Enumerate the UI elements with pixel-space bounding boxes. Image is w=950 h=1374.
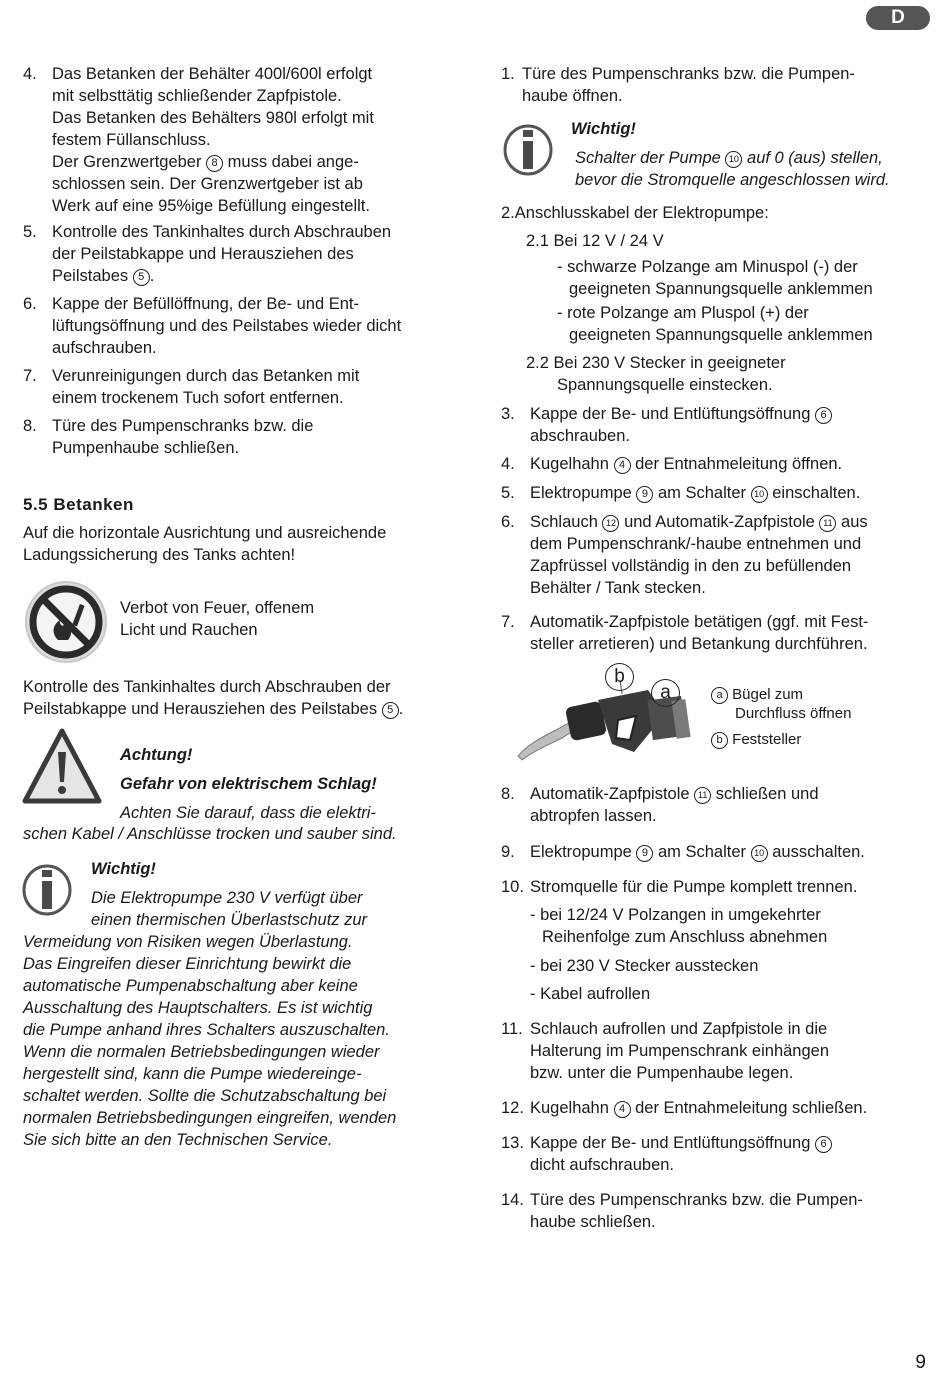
step-3 bbox=[501, 403, 921, 447]
step-text: Kappe der Be- und Entlüftungsöffnung bbox=[530, 1134, 811, 1152]
step-number: 1. bbox=[501, 65, 515, 83]
step-text: ausschalten. bbox=[772, 843, 865, 861]
step-number: 10. bbox=[501, 878, 524, 896]
step-text: Verunreinigungen durch das Betanken mit bbox=[52, 367, 360, 385]
info-text-block bbox=[23, 931, 396, 1151]
step-number: 12. bbox=[501, 1099, 524, 1117]
section-heading: 5.5 Betanken bbox=[23, 495, 134, 514]
legend-key: a bbox=[711, 687, 728, 704]
info-text: Schalter der Pumpe bbox=[575, 149, 721, 167]
step-text: Automatik-Zapfpistole betätigen (ggf. mit Fest- bbox=[530, 613, 869, 631]
dash-item bbox=[530, 904, 827, 948]
step-text: schließen und bbox=[715, 785, 819, 803]
step-14 bbox=[501, 1189, 921, 1233]
ref-marker: 9 bbox=[636, 845, 653, 862]
tank-check-text bbox=[23, 676, 403, 720]
step-text: Werk auf eine 95%ige Befüllung eingestellt. bbox=[52, 197, 370, 215]
step-text: Kappe der Befüllöffnung, der Be- und Ent- bbox=[52, 295, 359, 313]
ref-marker: 6 bbox=[815, 407, 832, 424]
step-8 bbox=[23, 415, 463, 459]
info-text: einen thermischen Überlastschutz zur bbox=[91, 911, 368, 929]
legend-a bbox=[711, 685, 851, 723]
dash-item: - bei 230 V Stecker ausstecken bbox=[530, 957, 759, 975]
step-text: Pumpenhaube schließen. bbox=[52, 439, 240, 457]
step-number: 8. bbox=[501, 785, 515, 803]
legend-key: b bbox=[711, 732, 728, 749]
info-text: automatische Pumpenabschaltung aber keine bbox=[23, 977, 358, 995]
dash-text: geeigneten Spannungsquelle anklemmen bbox=[569, 280, 873, 298]
legend-text: Durchfluss öffnen bbox=[735, 705, 852, 722]
dash-text: geeigneten Spannungsquelle anklemmen bbox=[569, 326, 873, 344]
step-number: 2. bbox=[501, 204, 515, 222]
step-text: Zapfrüssel vollständig in den zu befüllenden bbox=[530, 557, 852, 575]
step-text: aus bbox=[841, 513, 868, 531]
language-badge: D bbox=[866, 6, 930, 30]
info-text: die Pumpe anhand ihres Schalters auszuschalten. bbox=[23, 1021, 390, 1039]
step-text: Anschlusskabel der Elektropumpe: bbox=[514, 204, 769, 222]
step-number: 6. bbox=[23, 295, 37, 313]
dash-item bbox=[557, 256, 873, 300]
info-icon bbox=[22, 864, 72, 916]
legend-b bbox=[711, 730, 801, 749]
fire-text: Licht und Rauchen bbox=[120, 621, 258, 639]
step-text: Behälter / Tank stecken. bbox=[530, 579, 706, 597]
info-text: normalen Betriebsbedingungen eingreifen, wenden bbox=[23, 1109, 397, 1127]
legend-text: Feststeller bbox=[732, 731, 802, 748]
step-text: Türe des Pumpenschranks bzw. die Pumpen- bbox=[522, 65, 855, 83]
step-text: lüftungsöffnung und des Peilstabes wieder dicht bbox=[52, 317, 402, 335]
step-4 bbox=[23, 63, 463, 217]
step-text: Türe des Pumpenschranks bzw. die bbox=[52, 417, 314, 435]
step-2-2 bbox=[526, 352, 786, 396]
step-number: 8. bbox=[23, 417, 37, 435]
info-title: Wichtig! bbox=[91, 860, 156, 878]
page-number: 9 bbox=[915, 1352, 926, 1373]
step-number: 14. bbox=[501, 1191, 524, 1209]
ref-marker: 10 bbox=[751, 845, 768, 862]
step-4-right bbox=[501, 453, 921, 475]
info-text: Wenn die normalen Betriebsbedingungen wieder bbox=[23, 1043, 380, 1061]
intro-text: Ladungssicherung des Tanks achten! bbox=[23, 546, 296, 564]
ref-marker: 5 bbox=[133, 269, 150, 286]
section-intro bbox=[23, 522, 386, 566]
step-number: 5. bbox=[23, 223, 37, 241]
ref-marker: 11 bbox=[694, 787, 711, 804]
info-text bbox=[575, 147, 890, 191]
figure-label-b: b bbox=[605, 663, 634, 691]
info-text: Ausschaltung des Hauptschalters. Es ist wichtig bbox=[23, 999, 373, 1017]
step-number: 6. bbox=[501, 513, 515, 531]
warning-title: Achtung! bbox=[120, 746, 193, 764]
dash-text: - rote Polzange am Pluspol (+) der bbox=[557, 304, 809, 322]
step-text: dem Pumpenschrank/-haube entnehmen und bbox=[530, 535, 862, 553]
step-text: einschalten. bbox=[772, 484, 861, 502]
step-text: . bbox=[149, 267, 155, 285]
step-number: 5. bbox=[501, 484, 515, 502]
step-text: Elektropumpe bbox=[530, 843, 632, 861]
info-text: Vermeidung von Risiken wegen Überlastung. bbox=[23, 933, 353, 951]
step-text: aufschrauben. bbox=[52, 339, 157, 357]
dash-item: - Kabel aufrollen bbox=[530, 985, 651, 1003]
step-6-right bbox=[501, 511, 921, 599]
dash-text: - schwarze Polzange am Minuspol (-) der bbox=[557, 258, 858, 276]
step-text: und Automatik-Zapfpistole bbox=[624, 513, 815, 531]
step-1 bbox=[501, 63, 921, 107]
warning-text: Achten Sie darauf, dass die elektri- bbox=[120, 804, 376, 822]
step-12 bbox=[501, 1097, 921, 1119]
ref-marker: 9 bbox=[636, 486, 653, 503]
step-text: haube schließen. bbox=[530, 1213, 656, 1231]
step-text: festem Füllanschluss. bbox=[52, 131, 211, 149]
step-number: 13. bbox=[501, 1134, 524, 1152]
step-text: Automatik-Zapfpistole bbox=[530, 785, 690, 803]
info-text: bevor die Stromquelle angeschlossen wird. bbox=[575, 171, 890, 189]
fire-warning-text bbox=[120, 597, 314, 641]
ref-marker: 5 bbox=[382, 702, 399, 719]
check-text: . bbox=[398, 700, 404, 718]
step-text: am Schalter bbox=[658, 484, 747, 502]
warning-triangle-icon bbox=[22, 728, 102, 804]
step-text: Halterung im Pumpenschrank einhängen bbox=[530, 1042, 830, 1060]
step-number: 9. bbox=[501, 843, 515, 861]
step-9 bbox=[501, 841, 921, 863]
step-text: Schlauch bbox=[530, 513, 598, 531]
step-text: abschrauben. bbox=[530, 427, 630, 445]
warning-text: schen Kabel / Anschlüsse trocken und sauber sind. bbox=[23, 825, 397, 843]
step-11 bbox=[501, 1018, 921, 1084]
step-text: der Peilstabkappe und Herausziehen des bbox=[52, 245, 354, 263]
warning-subtitle: Gefahr von elektrischem Schlag! bbox=[120, 775, 377, 793]
check-text: Kontrolle des Tankinhaltes durch Abschrauben der bbox=[23, 678, 391, 696]
ref-marker: 4 bbox=[614, 457, 631, 474]
step-10 bbox=[501, 876, 921, 898]
step-number: 4. bbox=[23, 65, 37, 83]
step-text: Kappe der Be- und Entlüftungsöffnung bbox=[530, 405, 811, 423]
step-number: 4. bbox=[501, 455, 515, 473]
info-text: Sie sich bitte an den Technischen Service. bbox=[23, 1131, 333, 1149]
step-number: 11. bbox=[501, 1020, 523, 1038]
info-text: schaltet werden. Sollte die Schutzabschaltung bei bbox=[23, 1087, 387, 1105]
ref-marker: 8 bbox=[206, 155, 223, 172]
step-text: Kugelhahn bbox=[530, 1099, 609, 1117]
info-text: hergestellt sind, kann die Pumpe wiedereinge- bbox=[23, 1065, 362, 1083]
ref-marker: 12 bbox=[602, 515, 619, 532]
step-7-right bbox=[501, 611, 921, 655]
step-number: 3. bbox=[501, 405, 515, 423]
step-text: der Entnahmeleitung öffnen. bbox=[635, 455, 843, 473]
check-text: Peilstabkappe und Herausziehen des Peilstabes bbox=[23, 700, 378, 718]
ref-marker: 11 bbox=[819, 515, 836, 532]
info-text: Das Eingreifen dieser Einrichtung bewirkt die bbox=[23, 955, 352, 973]
step-2-1 bbox=[526, 230, 664, 252]
step-text: Türe des Pumpenschranks bzw. die Pumpen- bbox=[530, 1191, 863, 1209]
step-text: Kontrolle des Tankinhaltes durch Abschrauben bbox=[52, 223, 392, 241]
ref-marker: 6 bbox=[815, 1136, 832, 1153]
step-text: haube öffnen. bbox=[522, 87, 623, 105]
step-13 bbox=[501, 1132, 921, 1176]
step-number: 7. bbox=[23, 367, 37, 385]
step-number: 2.1 bbox=[526, 232, 549, 250]
step-7 bbox=[23, 365, 463, 409]
step-text: abtropfen lassen. bbox=[530, 807, 657, 825]
step-text: einem trockenem Tuch sofort entfernen. bbox=[52, 389, 344, 407]
info-text: auf 0 (aus) stellen, bbox=[747, 149, 883, 167]
step-5 bbox=[23, 221, 463, 287]
intro-text: Auf die horizontale Ausrichtung und ausreichende bbox=[23, 524, 387, 542]
figure-label-a: a bbox=[651, 679, 680, 707]
step-2 bbox=[501, 202, 769, 224]
step-text: steller arretieren) und Betankung durchführen. bbox=[530, 635, 868, 653]
step-text: Das Betanken der Behälter 400l/600l erfolgt bbox=[52, 65, 373, 83]
dash-text: - bei 12/24 V Polzangen in umgekehrter bbox=[530, 906, 821, 924]
step-text: Der Grenzwertgeber bbox=[52, 153, 202, 171]
step-text: der Entnahmeleitung schließen. bbox=[635, 1099, 868, 1117]
step-text: schlossen sein. Der Grenzwertgeber ist ab bbox=[52, 175, 363, 193]
step-text: Schlauch aufrollen und Zapfpistole in die bbox=[530, 1020, 828, 1038]
step-text: mit selbsttätig schließender Zapfpistole. bbox=[52, 87, 342, 105]
info-text: Die Elektropumpe 230 V verfügt über bbox=[91, 889, 363, 907]
ref-marker: 4 bbox=[614, 1101, 631, 1118]
step-text: Das Betanken des Behälters 980l erfolgt mit bbox=[52, 109, 374, 127]
fire-text: Verbot von Feuer, offenem bbox=[120, 599, 315, 617]
step-text: Bei 230 V Stecker in geeigneter bbox=[553, 354, 786, 372]
step-text: Stromquelle für die Pumpe komplett trennen. bbox=[530, 878, 858, 896]
step-number: 7. bbox=[501, 613, 515, 631]
legend-text: Bügel zum bbox=[732, 686, 804, 703]
step-text: muss dabei ange- bbox=[227, 153, 359, 171]
step-text: dicht aufschrauben. bbox=[530, 1156, 675, 1174]
no-fire-icon bbox=[24, 580, 108, 664]
step-number: 2.2 bbox=[526, 354, 549, 372]
step-8-right bbox=[501, 783, 921, 827]
dash-item bbox=[557, 302, 873, 346]
step-6 bbox=[23, 293, 463, 359]
ref-marker: 10 bbox=[725, 151, 742, 168]
step-5-right bbox=[501, 482, 921, 504]
step-text: Kugelhahn bbox=[530, 455, 609, 473]
info-title: Wichtig! bbox=[571, 120, 636, 138]
step-text: Elektropumpe bbox=[530, 484, 632, 502]
ref-marker: 10 bbox=[751, 486, 768, 503]
step-text: bzw. unter die Pumpenhaube legen. bbox=[530, 1064, 794, 1082]
step-text: am Schalter bbox=[658, 843, 747, 861]
info-icon bbox=[503, 124, 553, 176]
step-text: Spannungsquelle einstecken. bbox=[557, 376, 773, 394]
step-text: Peilstabes bbox=[52, 267, 129, 285]
step-text: Bei 12 V / 24 V bbox=[553, 232, 664, 250]
dash-text: Reihenfolge zum Anschluss abnehmen bbox=[542, 928, 828, 946]
